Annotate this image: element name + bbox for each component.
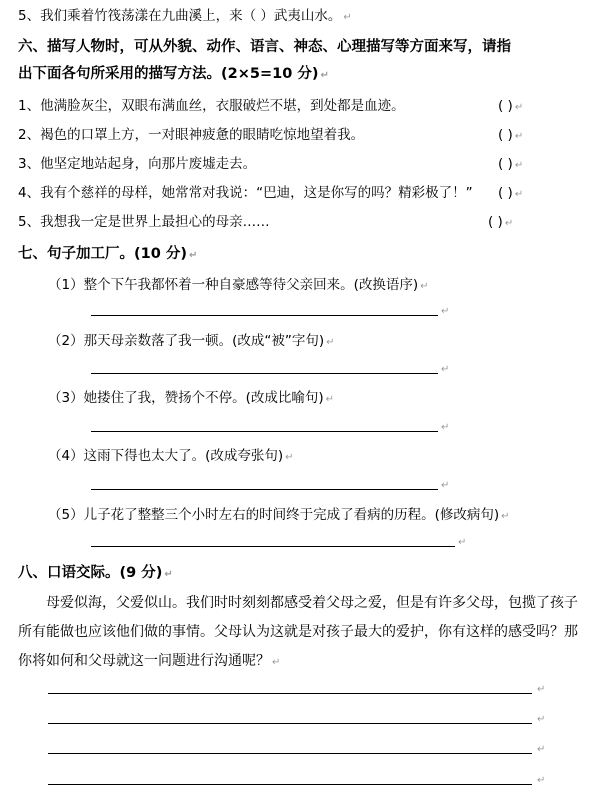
- answer-parenthesis[interactable]: [488, 212, 513, 234]
- paren-text: ( ): [498, 185, 513, 201]
- paragraph-mark-icon: ↵: [272, 657, 281, 668]
- answer-line[interactable]: [48, 693, 532, 694]
- answer-line[interactable]: [48, 753, 532, 754]
- paragraph-mark-icon: ↵: [537, 744, 546, 755]
- answer-line[interactable]: [48, 723, 532, 724]
- section-title-text: 七、句子加工厂。(10 分): [18, 246, 187, 262]
- paragraph-mark-icon: ↵: [514, 102, 524, 113]
- section-title-text: 出下面各句所采用的描写方法。(2×5=10 分): [18, 66, 319, 82]
- paragraph-mark-icon: ↵: [164, 569, 173, 580]
- item-text: （4）这雨下得也太大了。(改成夸张句): [48, 448, 284, 464]
- answer-parenthesis[interactable]: [498, 125, 523, 147]
- paragraph-mark-icon: ↵: [514, 160, 524, 171]
- paragraph-mark-icon: ↵: [188, 250, 198, 261]
- item-text: （1）整个下午我都怀着一种自豪感等待父亲回来。(改换语序): [48, 277, 419, 293]
- paragraph-mark-icon: ↵: [514, 131, 524, 142]
- paren-text: ( ): [498, 98, 513, 114]
- section-6-title-line1: [18, 37, 511, 57]
- section-6-title-line2: [18, 64, 329, 86]
- section-6-item-2: [18, 125, 364, 145]
- section-title-text: 六、描写人物时，可从外貌、动作、语言、神态、心理描写等方面来写，请指: [18, 39, 511, 55]
- section-8-title: [18, 563, 173, 585]
- paragraph-text: 母爱似海，父爱似山。我们时时刻刻都感受着父母之爱，但是有许多父母，包揽了孩子所有能做也应该他们做的事情。父母认为这就是对孩子最大的爱护，你有这样的感受吗？那你将如何和父母就这一问题进行沟通呢？: [18, 595, 578, 669]
- paragraph-mark-icon: ↵: [537, 775, 546, 786]
- answer-parenthesis[interactable]: [498, 154, 523, 176]
- paragraph-mark-icon: ↵: [420, 281, 429, 292]
- section-7-title: [18, 244, 197, 266]
- answer-parenthesis[interactable]: [498, 96, 523, 118]
- paren-text: ( ): [488, 214, 503, 230]
- paragraph-mark-icon: ↵: [441, 306, 450, 317]
- paren-text: ( ): [498, 156, 513, 172]
- section-title-text: 八、口语交际。(9 分): [18, 565, 163, 581]
- paragraph-mark-icon: ↵: [458, 537, 467, 548]
- answer-line[interactable]: [91, 373, 438, 374]
- item-text: 2、褐色的口罩上方，一对眼神疲惫的眼睛吃惊地望着我。: [18, 127, 365, 143]
- section-6-item-1: [18, 96, 405, 116]
- question-line: [18, 6, 352, 28]
- item-text: （2）那天母亲数落了我一顿。(改成“被”字句): [48, 333, 325, 349]
- item-text: 5、我想我一定是世界上最担心的母亲……: [18, 214, 270, 230]
- section-7-item-2: [48, 331, 335, 353]
- item-text: 3、他坚定地站起身，向那片废墟走去。: [18, 156, 257, 172]
- paragraph-mark-icon: ↵: [326, 337, 335, 348]
- answer-line[interactable]: [91, 546, 455, 547]
- answer-line[interactable]: [91, 315, 438, 316]
- paragraph-mark-icon: ↵: [501, 511, 510, 522]
- section-7-item-1: [48, 275, 429, 297]
- answer-line[interactable]: [91, 489, 438, 490]
- answer-parenthesis[interactable]: [498, 183, 523, 205]
- section-6-item-4: [18, 183, 473, 203]
- paragraph-mark-icon: ↵: [441, 364, 450, 375]
- paren-text: ( ): [498, 127, 513, 143]
- item-text: 1、他满脸灰尘，双眼布满血丝，衣服破烂不堪，到处都是血迹。: [18, 98, 405, 114]
- paragraph-mark-icon: ↵: [537, 714, 546, 725]
- section-6-item-5: [18, 212, 270, 232]
- section-7-item-5: [48, 505, 510, 527]
- paragraph-mark-icon: ↵: [325, 394, 335, 405]
- paragraph-mark-icon: ↵: [441, 422, 450, 433]
- section-7-item-4: [48, 446, 294, 468]
- answer-line[interactable]: [48, 784, 532, 785]
- paragraph-mark-icon: ↵: [441, 480, 450, 491]
- item-text: （3）她搂住了我，赞扬个不停。(改成比喻句): [48, 390, 324, 406]
- item-text: 4、我有个慈祥的母样，她常常对我说：“巴迪，这是你写的吗？精彩极了！”: [18, 185, 473, 201]
- item-text: （5）儿子花了整整三个小时左右的时间终于完成了看病的历程。(修改病句): [48, 507, 500, 523]
- section-8-paragraph: [18, 589, 578, 677]
- paragraph-mark-icon: ↵: [343, 12, 352, 23]
- paragraph-mark-icon: ↵: [537, 684, 546, 695]
- paragraph-mark-icon: ↵: [285, 452, 294, 463]
- answer-line[interactable]: [91, 431, 438, 432]
- section-7-item-3: [48, 388, 334, 410]
- question-text: 5、我们乘着竹筏荡漾在九曲溪上，来（ ）武夷山水。: [18, 8, 342, 24]
- paragraph-mark-icon: ↵: [514, 189, 524, 200]
- section-6-item-3: [18, 154, 256, 174]
- paragraph-mark-icon: ↵: [320, 70, 329, 81]
- paragraph-mark-icon: ↵: [504, 218, 514, 229]
